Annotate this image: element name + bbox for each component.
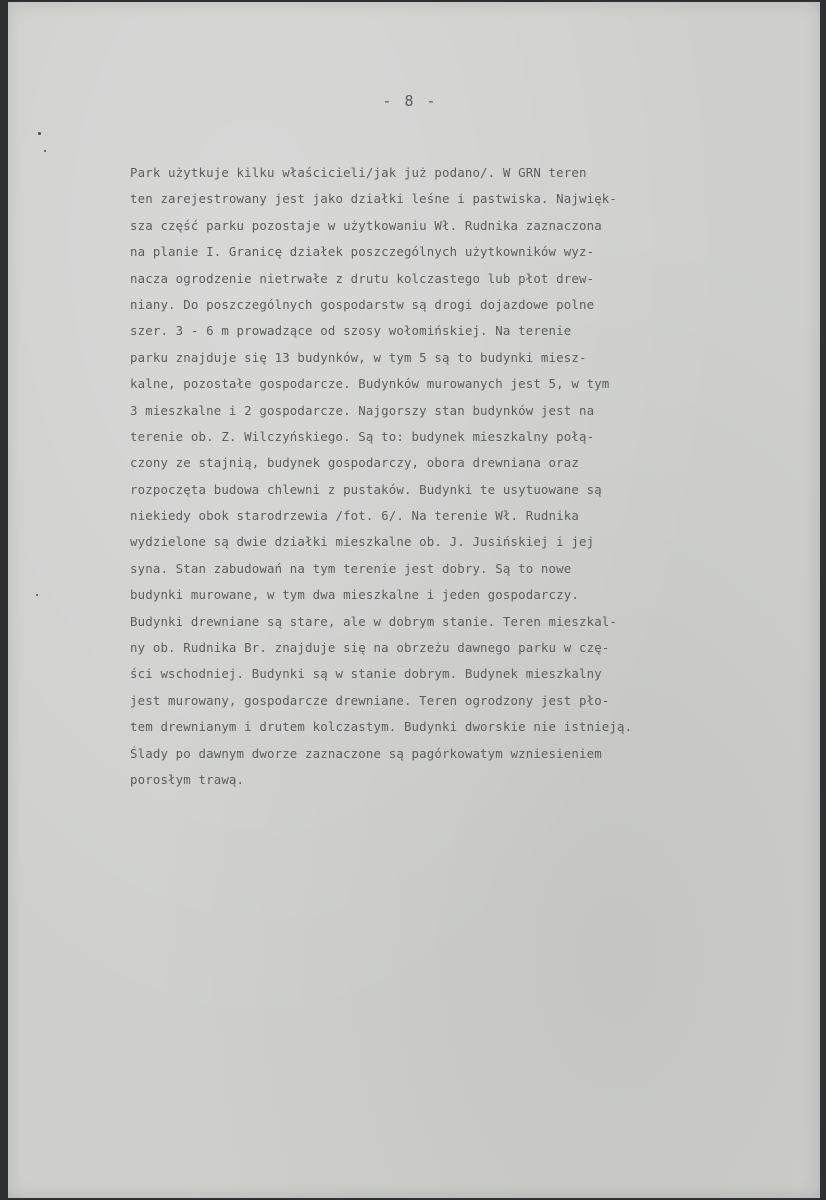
- text-line: parku znajduje się 13 budynków, w tym 5 są to budynki miesz-: [130, 349, 587, 365]
- text-line: sza część parku pozostaje w użytkowaniu Wł. Rudnika zaznaczona: [130, 217, 602, 233]
- text-line: jest murowany, gospodarcze drewniane. Teren ogrodzony jest pło-: [130, 692, 610, 708]
- text-line: nacza ogrodzenie nietrwałe z drutu kolczastego lub płot drew-: [130, 270, 595, 286]
- text-line: ści wschodniej. Budynki są w stanie dobrym. Budynek mieszkalny: [130, 666, 602, 682]
- text-line: wydzielone są dwie działki mieszkalne ob. J. Jusińskiej i jej: [130, 534, 595, 550]
- text-line: czony ze stajnią, budynek gospodarczy, obora drewniana oraz: [130, 455, 579, 471]
- text-line: na planie I. Granicę działek poszczególnych użytkowników wyz-: [130, 244, 595, 260]
- text-line: szer. 3 - 6 m prowadzące od szosy wołomińskiej. Na terenie: [130, 323, 572, 339]
- text-line: ten zarejestrowany jest jako działki leśne i pastwiska. Najwięk-: [130, 191, 618, 207]
- page-number: - 8 -: [382, 92, 438, 110]
- text-line: niekiedy obok starodrzewia /fot. 6/. Na terenie Wł. Rudnika: [130, 508, 579, 524]
- text-line: Park użytkuje kilku właścicieli/jak już podano/. W GRN teren: [130, 165, 587, 180]
- text-line: rozpoczęta budowa chlewni z pustaków. Budynki te usytuowane są: [130, 481, 602, 497]
- text-line: 3 mieszkalne i 2 gospodarcze. Najgorszy stan budynków jest na: [130, 402, 595, 418]
- text-line: terenie ob. Z. Wilczyńskiego. Są to: budynek mieszkalny połą-: [130, 428, 595, 444]
- text-line: budynki murowane, w tym dwa mieszkalne i jeden gospodarczy.: [130, 587, 579, 603]
- text-line: Ślady po dawnym dworze zaznaczone są pagórkowatym wzniesieniem: [130, 745, 602, 761]
- text-line: Budynki drewniane są stare, ale w dobrym stanie. Teren mieszkal-: [130, 613, 618, 629]
- text-line: porosłym trawą.: [130, 771, 245, 787]
- paper-speck: [36, 594, 38, 596]
- text-line: ny ob. Rudnika Br. znajduje się na obrzeżu dawnego parku w czę-: [130, 640, 610, 656]
- typewritten-body: [130, 160, 820, 793]
- text-line: kalne, pozostałe gospodarcze. Budynków murowanych jest 5, w tym: [130, 376, 610, 392]
- paper-speck: [38, 132, 41, 135]
- text-line: niany. Do poszczególnych gospodarstw są drogi dojazdowe polne: [130, 296, 595, 312]
- text-line: tem drewnianym i drutem kolczastym. Budynki dworskie nie istnieją.: [130, 719, 633, 735]
- text-line: syna. Stan zabudowań na tym terenie jest dobry. Są to nowe: [130, 560, 572, 576]
- paper-speck: [44, 150, 46, 152]
